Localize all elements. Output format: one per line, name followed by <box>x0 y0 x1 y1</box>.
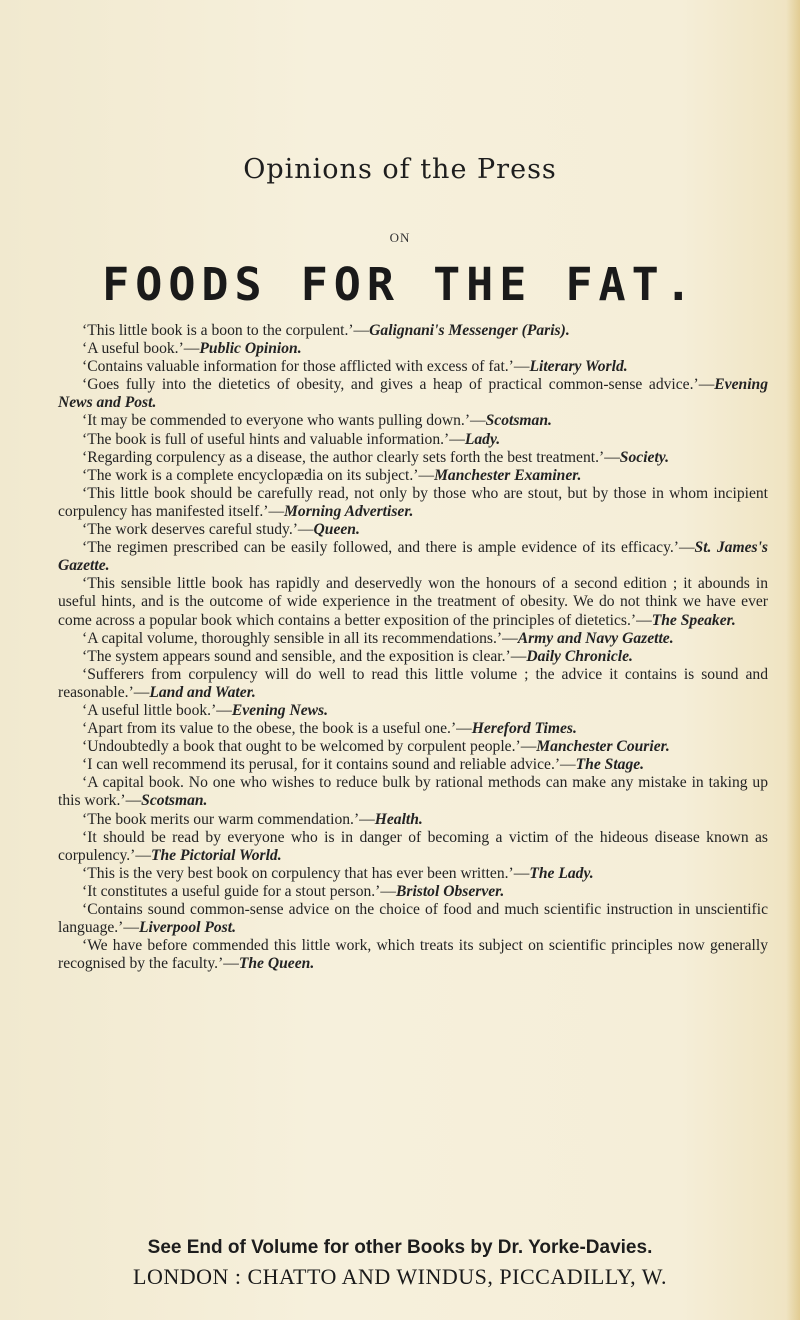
review-item <box>58 756 768 774</box>
review-item <box>58 738 768 756</box>
review-source: Manchester Examiner. <box>434 466 582 484</box>
review-item <box>58 883 768 901</box>
review-quote: ‘The book merits our warm commendation.’ <box>82 810 360 828</box>
on-label: ON <box>389 230 411 245</box>
review-quote: ‘A useful little book.’ <box>82 701 217 719</box>
review-dash: — <box>123 919 139 937</box>
review-dash: — <box>183 340 200 358</box>
review-dash: — <box>698 376 715 394</box>
review-dash: — <box>604 448 620 466</box>
review-item <box>58 865 768 883</box>
review-dash: — <box>223 955 239 973</box>
review-dash: — <box>560 756 576 774</box>
review-source: St. James's Gazette. <box>58 539 769 575</box>
review-source: Army and Navy Gazette. <box>517 629 674 647</box>
review-quote: ‘Undoubtedly a book that ought to be welcomed by corpulent people.’ <box>82 738 521 756</box>
review-quote: ‘This little book is a boon to the corpulent.’ <box>82 322 354 339</box>
review-dash: — <box>359 810 375 828</box>
review-dash: — <box>470 412 486 430</box>
review-item <box>58 322 768 340</box>
review-source: The Pictorial World. <box>150 846 282 864</box>
review-quote: ‘It constitutes a useful guide for a stout person.’ <box>82 882 381 900</box>
review-quote: ‘Contains valuable information for those afflicted with excess of fat.’ <box>82 358 514 376</box>
review-source: Health. <box>374 810 423 828</box>
review-quote: ‘This sensible little book has rapidly and deservedly won the honours of a second edition ; it abounds in useful hints, and is the outcome of wide experience in the treatment of obesity. We do not think we have ever come across a popular book which contains a better exposition of the principles of dietetics.’ <box>58 575 768 629</box>
review-item <box>58 774 768 810</box>
review-source: The Speaker. <box>651 611 736 629</box>
review-dash: — <box>216 701 232 719</box>
review-item <box>58 358 768 376</box>
review-source: Queen. <box>313 521 360 539</box>
review-item <box>58 340 768 358</box>
review-quote: ‘The book is full of useful hints and valuable information.’ <box>82 430 450 448</box>
review-dash: — <box>510 647 527 665</box>
review-source: Literary World. <box>529 358 628 376</box>
review-item <box>58 575 768 629</box>
review-source: Manchester Courier. <box>536 738 670 756</box>
review-quote: ‘It may be commended to everyone who wants pulling down.’ <box>82 412 471 430</box>
review-item <box>58 811 768 829</box>
review-source: Society. <box>619 448 670 466</box>
review-dash: — <box>297 521 314 539</box>
review-item <box>58 720 768 738</box>
review-item <box>58 485 768 521</box>
review-item <box>58 648 768 666</box>
review-item <box>58 521 768 539</box>
review-item <box>58 539 768 575</box>
review-quote: ‘A capital book. No one who wishes to reduce bulk by rational methods can make any mistake in taking up this work.’ <box>58 774 768 810</box>
review-item <box>58 702 768 720</box>
review-dash: — <box>125 792 142 810</box>
review-dash: — <box>513 864 530 882</box>
review-source: Galignani's Messenger (Paris). <box>369 322 570 339</box>
review-dash: — <box>678 539 695 557</box>
review-source: Daily Chronicle. <box>526 647 633 665</box>
review-dash: — <box>418 466 435 484</box>
review-quote: ‘Regarding corpulency as a disease, the author clearly sets forth the best treatment.’ <box>82 448 605 466</box>
review-quote: ‘A useful book.’ <box>82 340 184 358</box>
review-quote: ‘The work is a complete encyclopædia on its subject.’ <box>82 466 419 484</box>
review-item <box>58 630 768 648</box>
review-source: The Stage. <box>575 756 645 774</box>
review-item <box>58 829 768 865</box>
review-source: The Queen. <box>238 955 315 973</box>
publisher-imprint: LONDON : CHATTO AND WINDUS, PICCADILLY, W. <box>133 1264 667 1289</box>
review-quote: ‘This little book should be carefully read, not only by those who are stout, but by those in whom incipient corpulency has manifested itself.’ <box>58 484 768 520</box>
review-source: Liverpool Post. <box>138 919 236 937</box>
review-quote: ‘The work deserves careful study.’ <box>82 521 298 539</box>
review-source: Scotsman. <box>485 412 552 430</box>
review-quote: ‘The system appears sound and sensible, and the exposition is clear.’ <box>82 647 511 665</box>
review-item <box>58 901 768 937</box>
review-quote: ‘Apart from its value to the obese, the book is a useful one.’ <box>82 720 457 738</box>
review-dash: — <box>449 430 465 448</box>
review-quote: ‘It should be read by everyone who is in danger of becoming a victim of the hideous disease known as corpulency.’ <box>58 828 768 864</box>
review-dash: — <box>135 846 151 864</box>
page-heading: Opinions of the Press <box>243 154 557 185</box>
review-quote: ‘Contains sound common-sense advice on the choice of food and much scientific instruction in unscientific language.’ <box>58 901 768 937</box>
book-title: FOODS FOR THE FAT. <box>102 258 698 311</box>
review-source: Land and Water. <box>149 683 256 701</box>
review-source: Morning Advertiser. <box>284 502 414 520</box>
review-quote: ‘Goes fully into the dietetics of obesity, and gives a heap of practical common-sense advice.’ <box>82 376 699 394</box>
review-item <box>58 376 768 412</box>
review-dash: — <box>268 502 285 520</box>
review-quote: ‘We have before commended this little work, which treats its subject on scientific principles now generally recognised by the faculty.’ <box>58 937 768 973</box>
review-dash: — <box>502 629 518 647</box>
review-quote: ‘The regimen prescribed can be easily followed, and there is ample evidence of its efficacy.’ <box>82 539 679 557</box>
review-source: Hereford Times. <box>471 720 577 738</box>
review-dash: — <box>513 358 530 376</box>
review-dash: — <box>520 738 537 756</box>
review-dash: — <box>133 683 150 701</box>
review-item <box>58 937 768 973</box>
review-quote: ‘Sufferers from corpulency will do well to read this little volume ; the advice it contains is sound and reasonable.’ <box>58 665 768 701</box>
review-quote: ‘A capital volume, thoroughly sensible in all its recommendations.’ <box>82 629 503 647</box>
review-source: Evening News and Post. <box>58 376 768 412</box>
review-item <box>58 467 768 485</box>
review-source: Lady. <box>464 430 501 448</box>
review-source: The Lady. <box>529 864 594 882</box>
review-dash: — <box>456 720 472 738</box>
review-source: Scotsman. <box>141 792 208 810</box>
review-quote: ‘This is the very best book on corpulency that has ever been written.’ <box>82 864 514 882</box>
review-quote: ‘I can well recommend its perusal, for it contains sound and reliable advice.’ <box>82 756 561 774</box>
review-item <box>58 431 768 449</box>
press-reviews-list <box>58 322 768 973</box>
review-source: Bristol Observer. <box>395 882 505 900</box>
review-dash: — <box>380 882 396 900</box>
end-of-volume-note: See End of Volume for other Books by Dr. Yorke-Davies. <box>147 1237 653 1258</box>
review-item <box>58 449 768 467</box>
review-dash: — <box>353 322 370 339</box>
review-dash: — <box>636 611 652 629</box>
review-source: Evening News. <box>231 701 329 719</box>
review-source: Public Opinion. <box>199 340 302 358</box>
review-item <box>58 666 768 702</box>
review-item <box>58 412 768 430</box>
